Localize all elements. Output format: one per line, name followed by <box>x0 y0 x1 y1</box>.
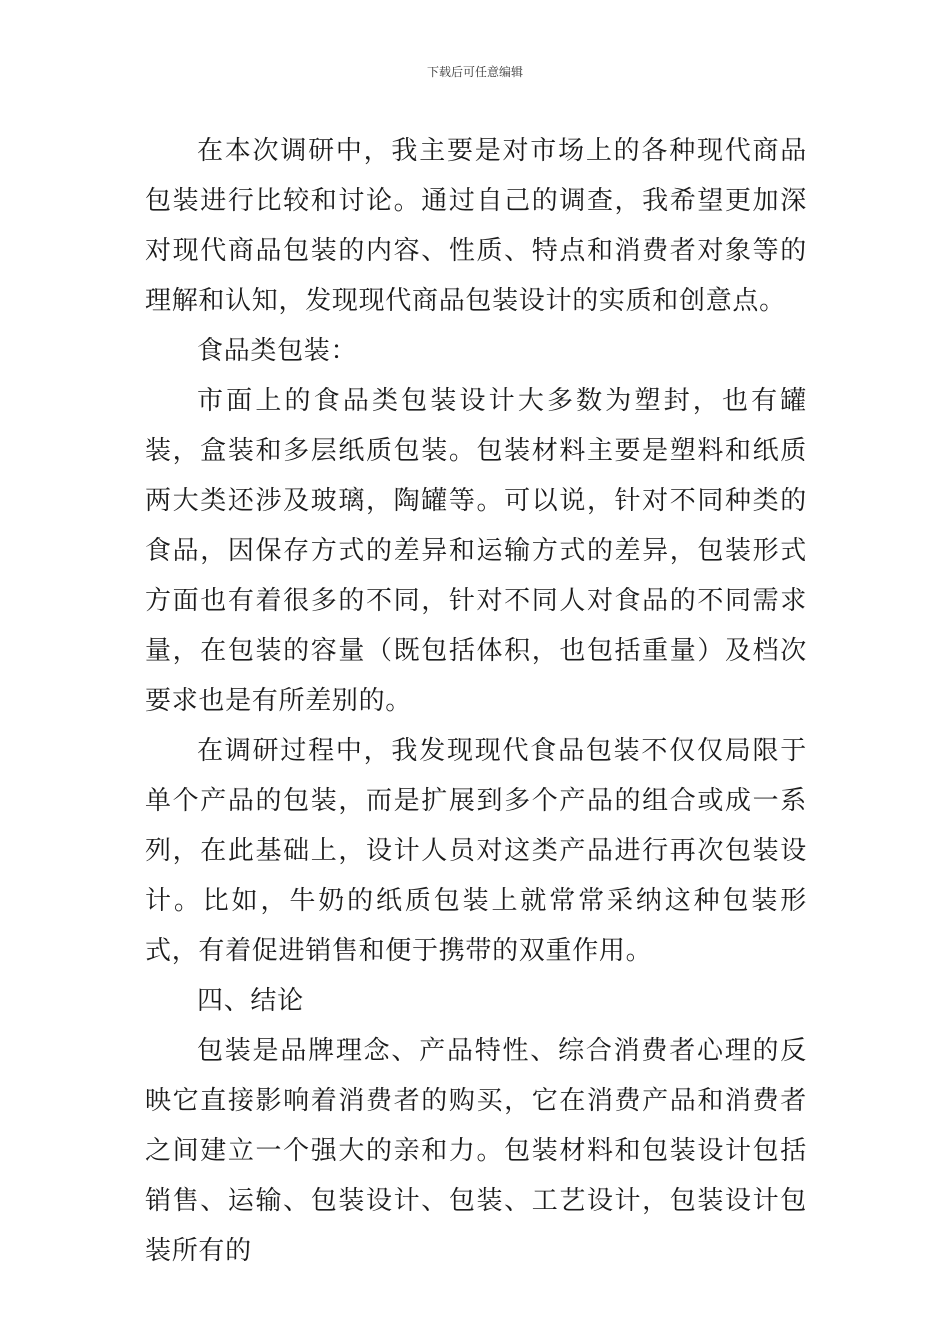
paragraph-conclusion: 包装是品牌理念、产品特性、综合消费者心理的反映它直接影响着消费者的购买，它在消费产品和消费者之间建立一个强大的亲和力。包装材料和包装设计包括销售、运输、包装设计、包装、工艺设计，包装设计包装所有的 <box>145 1036 807 1266</box>
page-header: 下载后可任意编辑 <box>426 65 523 79</box>
paragraph-research-intro: 在本次调研中，我主要是对市场上的各种现代商品包装进行比较和讨论。通过自己的调查，我希望更加深对现代商品包装的内容、性质、特点和消费者对象等的理解和认知，发现现代商品包装设计的实质和创意点。 <box>145 136 807 316</box>
heading-conclusion: 四、结论 <box>197 986 304 1016</box>
heading-food-packaging: 食品类包装： <box>197 336 358 366</box>
paragraph-combined-packaging: 在调研过程中，我发现现代食品包装不仅仅局限于单个产品的包装，而是扩展到多个产品的组合或成一系列，在此基础上，设计人员对这类产品进行再次包装设计。比如，牛奶的纸质包装上就常常采纳这种包装形式，有着促进销售和便于携带的双重作用。 <box>145 736 807 966</box>
paragraph-food-packaging-materials: 市面上的食品类包装设计大多数为塑封，也有罐装，盒装和多层纸质包装。包装材料主要是塑料和纸质两大类还涉及玻璃，陶罐等。可以说，针对不同种类的食品，因保存方式的差异和运输方式的差异，包装形式方面也有着很多的不同，针对不同人对食品的不同需求量，在包装的容量（既包括体积，也包括重量）及档次要求也是有所差别的。 <box>145 386 807 716</box>
document-body <box>145 126 807 1276</box>
